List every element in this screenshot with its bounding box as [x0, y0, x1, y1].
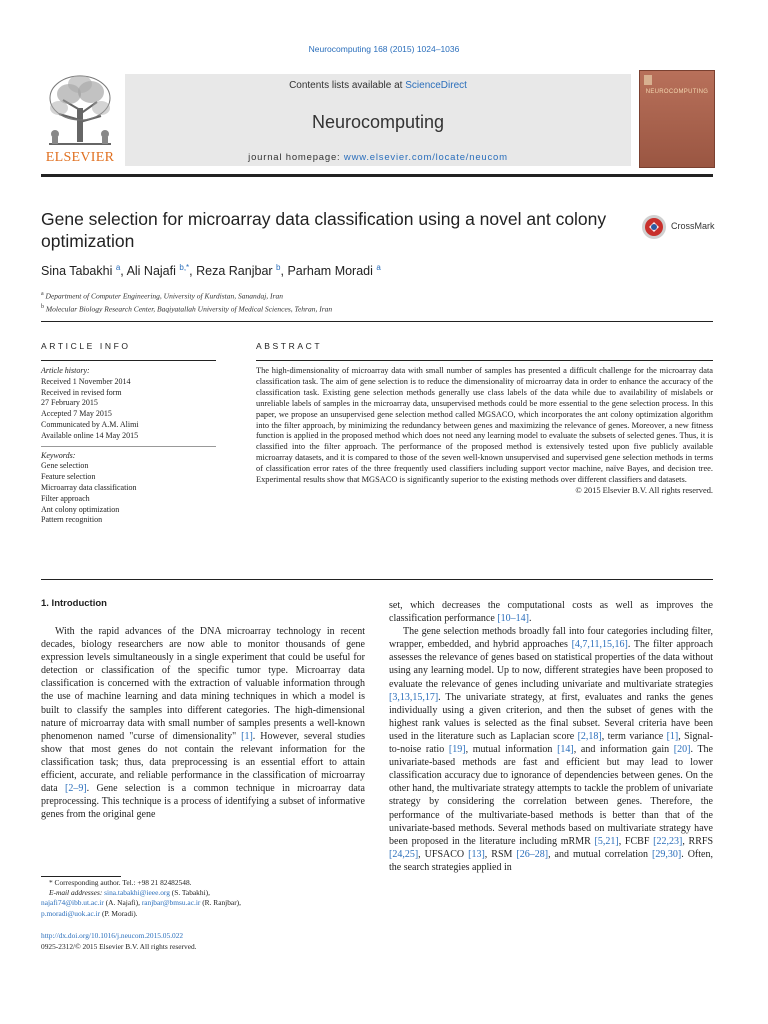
homepage-line: journal homepage: www.elsevier.com/locate/neucom	[248, 152, 508, 163]
author-affiliation-marker[interactable]: b	[276, 263, 281, 272]
citation-link[interactable]: [13]	[468, 848, 485, 860]
abstract-bottom-divider	[41, 579, 713, 580]
keywords-label: Keywords:	[41, 450, 76, 460]
citation-link[interactable]: [29,30]	[652, 848, 682, 860]
abstract	[256, 366, 713, 497]
footnotes	[41, 878, 365, 919]
elsevier-tree-logo	[41, 70, 119, 166]
keyword: Feature selection	[41, 472, 96, 482]
sciencedirect-link[interactable]: ScienceDirect	[405, 80, 467, 91]
homepage-link[interactable]: www.elsevier.com/locate/neucom	[343, 152, 508, 163]
paragraph-text: , term variance	[601, 730, 667, 742]
paragraph-text: set, which decreases the computational costs as well as improves the classification performance	[389, 600, 713, 625]
body-column-left	[41, 625, 365, 821]
citation-link[interactable]: [20]	[673, 744, 691, 756]
author: Parham Moradi	[287, 264, 373, 279]
author-list: Sina Tabakhi $^a$, Ali Najafi $^{b,*}$, Reza Ranjbar $^b$, Parham Moradi $^a$	[41, 263, 381, 279]
keyword: Microarray data classification	[41, 482, 137, 492]
citation-link[interactable]: [24,25]	[389, 848, 419, 860]
citation-link[interactable]: [2,18]	[577, 730, 602, 742]
affiliation: $^b$ Molecular Biology Research Center, Baqiyatallah University of Medical Sciences, Tehran, Iran	[41, 303, 333, 313]
paragraph-text: , and mutual correlation	[548, 848, 653, 860]
citation-link[interactable]: [5,21]	[594, 835, 619, 847]
crossmark-icon	[641, 214, 667, 240]
citation-link[interactable]: [1]	[241, 730, 253, 742]
info-separator	[41, 446, 216, 447]
affiliations	[41, 289, 332, 314]
citation-link[interactable]: [14]	[557, 744, 574, 756]
author: Sina Tabakhi	[41, 264, 113, 279]
author-affiliation-marker[interactable]: b,*	[179, 263, 190, 272]
paragraph-text: . However, several studies show that most genes do not contain the relevant information for the classification task; thus, data preprocessing is an essential effort to attain efficient, accurate, and reliable performance in the classification of microarray data	[41, 730, 366, 795]
paragraph-text: . The univariate strategy, at first, evaluates and ranks the genes individually using a given criterion, and then the subset of genes with the highest rank values is selected as the final subset. Several criteria have been used in the literature such as Laplacian score	[389, 691, 713, 742]
abstract-text: The high-dimensionality of microarray data with small number of samples has presented a difficult challenge for the microarray data classification task. The aim of gene selection is to reduce the dimensionality of microarray data in order to enhance the accuracy of the classification task. Existing gene selection methods generally use class labels of the data while due to availability of mislabels or unreliable labels of samples in the microarray data, unsupervised methods could be more essential to the gene selection process. In this paper, we propose an unsupervised gene selection method called MGSACO, which incorporates the ant colony optimization algorithm into the filter approach, by minimizing the redundancy between genes and maximizing the relevance of genes. Moreover, a new fitness function is applied in the proposed method which does not need any learning model to evaluate the subsets of selected genes. Thus, it is classified into the filter approach. The performance of the proposed method is extensively tested upon five publicly available microarray datasets, and it is compared to those of the seven well-known unsupervised and supervised gene selection methods in terms of classification error rates of the three frequently used classifiers including support vector machine, naïve Bayes, and decision tree. Experimental results show that MGSACO is significantly superior to the existing methods over different classifiers and datasets.	[256, 366, 713, 485]
author: Ali Najafi	[126, 264, 176, 279]
email-addresses-cont: najafi74@ibb.ut.ac.ir (A. Najafi), ranjbar@bmsu.ac.ir (R. Ranjbar),	[41, 898, 241, 908]
paragraph-text: , Signal-to-noise ratio	[389, 730, 714, 756]
author: Reza Ranjbar	[196, 264, 273, 279]
section-heading-introduction: 1. Introduction	[41, 598, 107, 609]
keyword: Gene selection	[41, 461, 89, 471]
contents-line: Contents lists available at ScienceDirect	[289, 80, 467, 91]
history-label: Article history:	[41, 366, 90, 375]
footnote-divider	[41, 876, 121, 877]
author-affiliation-marker[interactable]: a	[376, 263, 381, 272]
crossmark-badge[interactable]	[641, 214, 721, 240]
title-divider	[41, 321, 713, 322]
abstract-heading: ABSTRACT	[256, 341, 323, 351]
author-affiliation-marker[interactable]: a	[115, 263, 121, 272]
citation-link[interactable]: [1]	[666, 730, 679, 742]
citation-link[interactable]: [10–14]	[497, 613, 529, 625]
email-addresses: E-mail addresses: sina.tabakhi@ieee.org (S. Tabakhi),	[49, 888, 210, 898]
paragraph-text: , UFSACO	[418, 848, 469, 860]
intro-paragraph	[389, 599, 713, 625]
history-item: 27 February 2015	[41, 398, 98, 408]
email-addresses-cont: p.moradi@uok.ac.ir (P. Moradi).	[41, 908, 138, 918]
paragraph-text: . The univariate-based methods are fast and efficient but may lead to lower classification accuracy due to ignorance of dependencies between genes. On the other hand, the multivariate strategy attempts to tackle the problem of univariate strategy by considering the correlation between genes. Therefore, the performance of the multivariate-based methods is better than that of the univariate-based methods. Several methods based on multivariate strategy have been proposed in the literature including mRMR	[389, 744, 713, 847]
issn-line: 0925-2312/© 2015 Elsevier B.V. All rights reserved.	[41, 941, 197, 951]
affiliation: $^a$ Department of Computer Engineering, University of Kurdistan, Sanandaj, Iran	[41, 291, 283, 301]
email-link[interactable]: sina.tabakhi@ieee.org	[104, 888, 170, 898]
paragraph-text: , mutual information	[465, 744, 558, 756]
citation-link[interactable]: [2–9]	[64, 783, 87, 795]
history-item: Received 1 November 2014	[41, 376, 131, 386]
corresponding-author-note: * Corresponding author. Tel.: +98 21 82482548.	[49, 878, 192, 887]
history-item: Communicated by A.M. Alimi	[41, 419, 139, 429]
abstract-divider	[256, 360, 713, 361]
journal-reference[interactable]: Neurocomputing 168 (2015) 1024–1036	[308, 44, 460, 54]
history-item: Available online 14 May 2015	[41, 430, 139, 440]
paragraph-text: .	[528, 613, 532, 625]
citation-link[interactable]: [22,23]	[653, 835, 683, 847]
citation-link[interactable]: [3,13,15,17]	[389, 691, 439, 703]
citation-link[interactable]: [19]	[448, 744, 466, 756]
email-link[interactable]: p.moradi@uok.ac.ir	[41, 908, 101, 918]
keyword: Filter approach	[41, 493, 90, 503]
publisher-name: ELSEVIER	[45, 150, 115, 165]
history-item: Accepted 7 May 2015	[41, 409, 112, 419]
cover-title: NEUROCOMPUTING	[645, 89, 709, 95]
paragraph-text: , RRFS	[682, 835, 714, 847]
keyword: Pattern recognition	[41, 515, 103, 525]
paragraph-text: , FCBF	[618, 835, 654, 847]
intro-paragraph	[41, 625, 365, 821]
article-info	[41, 366, 216, 526]
doi-block	[41, 931, 197, 952]
intro-paragraph	[389, 625, 713, 874]
history-item: Received in revised form	[41, 387, 122, 397]
paragraph-text: , RSM	[484, 848, 517, 860]
citation-link[interactable]: [26–28]	[516, 848, 549, 860]
paragraph-text: , and information gain	[573, 744, 674, 756]
email-link[interactable]: ranjbar@bmsu.ac.ir	[141, 898, 201, 908]
paragraph-text: . Often, the search strategies applied in	[389, 848, 713, 873]
header-divider	[41, 174, 713, 177]
article-info-heading: ARTICLE INFO	[41, 341, 131, 351]
doi-link[interactable]: http://dx.doi.org/10.1016/j.neucom.2015.05.022	[41, 931, 184, 940]
email-link[interactable]: najafi74@ibb.ut.ac.ir	[41, 898, 104, 908]
info-divider	[41, 360, 216, 361]
paragraph-text: The gene selection methods broadly fall into four categories including filter, wrapper, embedded, and hybrid approaches	[389, 626, 713, 651]
paragraph-text: With the rapid advances of the DNA microarray technology in recent decades, biology researchers are now able to monitor thousands of gene expression levels simultaneously in a single experiment that could be useful for detection or classification of the specific tumor type. Microarray data classification is concerned with the extraction of valuable information through the use of machine learning and data mining techniques in which a model is built to classify the samples into different categories. The high-dimensional nature of microarray data with small number of samples presents a well-known phenomenon named "curse of dimensionality"	[41, 626, 365, 742]
abstract-copyright: © 2015 Elsevier B.V. All rights reserved.	[575, 485, 713, 495]
paragraph-text: . Gene selection is a common technique in microarray data preprocessing. This technique is a process of identifying a subset of informative genes from the original gene	[41, 783, 365, 821]
body-column-right	[389, 599, 713, 874]
journal-header	[41, 70, 713, 168]
journal-name: Neurocomputing	[311, 112, 445, 132]
crossmark-label: CrossMark	[671, 221, 715, 231]
journal-banner	[125, 74, 631, 166]
paragraph-text: . The filter approach assesses the relevance of genes based on statistical properties of the data without using any learning model. Up to now, different strategies have been proposed to evaluate the relevance of genes including univariate and multivariate strategies	[389, 639, 713, 690]
paper-title: Gene selection for microarray data classification using a novel ant colony optimization	[41, 209, 607, 251]
citation-link[interactable]: [4,7,11,15,16]	[571, 639, 628, 651]
keyword: Ant colony optimization	[41, 504, 120, 514]
journal-cover-image[interactable]	[639, 70, 715, 168]
